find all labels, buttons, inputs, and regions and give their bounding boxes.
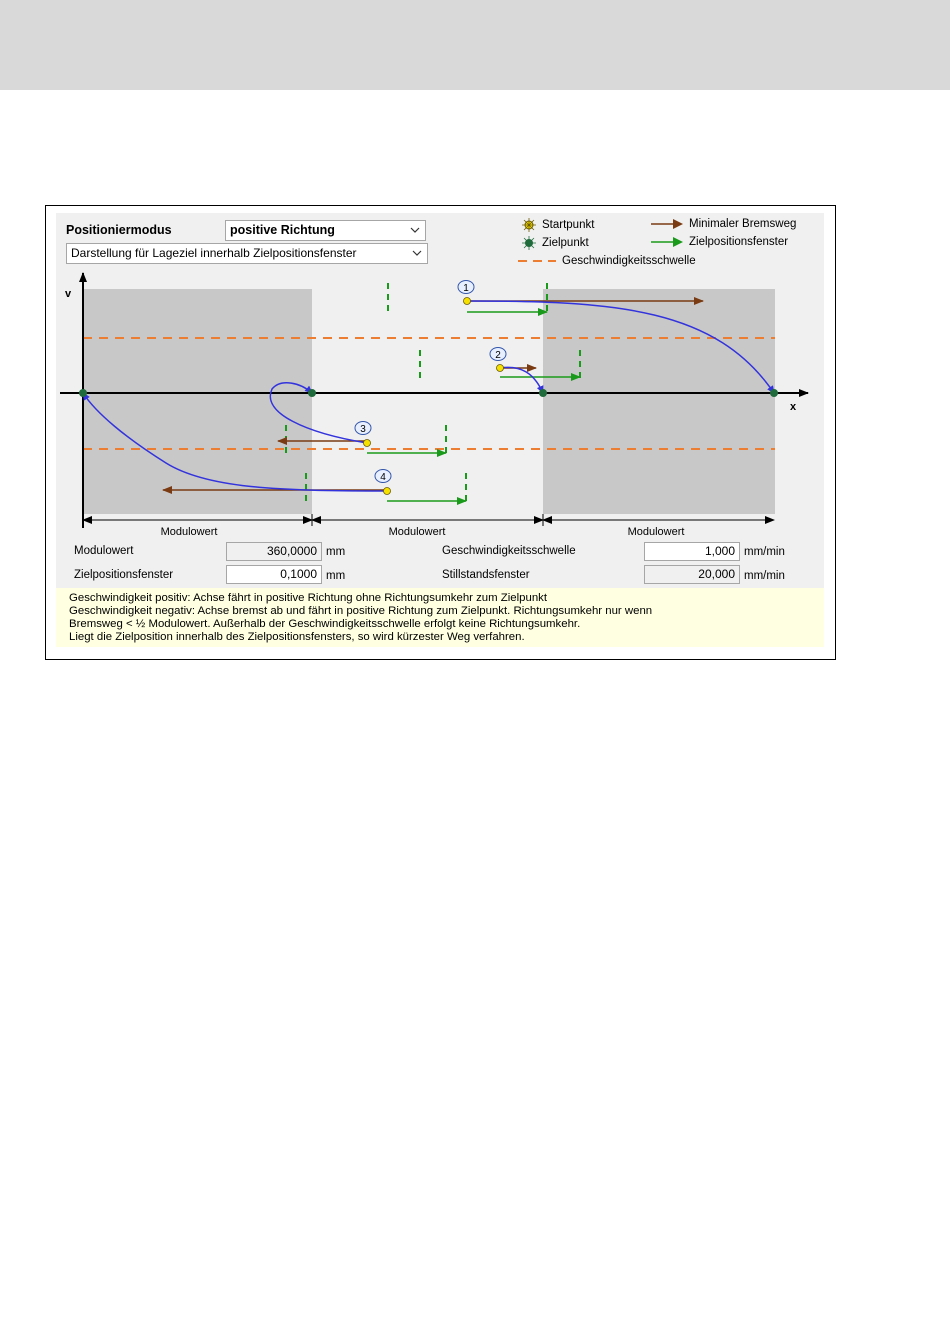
positioning-panel [56, 213, 824, 647]
modulo-label-1: Modulowert [160, 526, 218, 538]
modulo-dimensions [83, 514, 774, 526]
marker-1 [458, 281, 474, 295]
x-axis-label: x [790, 401, 797, 413]
chevron-down-icon [409, 222, 421, 238]
info-box [56, 588, 824, 647]
mode-dropdown[interactable] [225, 220, 426, 241]
start-points [364, 298, 504, 495]
mode-label: Positioniermodus [66, 223, 172, 237]
zielfenster-label: Zielpositionsfenster [74, 569, 174, 581]
speed-threshold-label: Geschwindigkeitsschwelle [442, 545, 576, 557]
stillstand-unit: mm/min [744, 570, 785, 582]
zielfenster-unit: mm [326, 570, 346, 582]
legend-target [522, 236, 589, 250]
mode-dropdown-value: positive Richtung [230, 223, 335, 237]
modulo-field[interactable]: 360,0000 [226, 542, 322, 561]
stillstand-field[interactable]: 20,000 [644, 565, 740, 584]
legend-brake-label: Minimaler Bremsweg [689, 218, 797, 230]
shaded-region-left [83, 289, 312, 514]
shaded-region-right [543, 289, 775, 514]
figure-frame [45, 205, 836, 660]
marker-3 [355, 422, 371, 436]
legend-start [522, 218, 594, 232]
modulo-label-3: Modulowert [627, 526, 685, 538]
target-point-icon [522, 236, 536, 250]
svg-text:2: 2 [495, 350, 501, 361]
svg-text:4: 4 [380, 472, 386, 483]
brake-arrow-icon [651, 218, 683, 230]
v-axis-label: v [65, 288, 72, 300]
legend-window-label: Zielpositionsfenster [689, 236, 789, 248]
info-line-4: Liegt die Zielposition innerhalb des Zielpositionsfensters, so wird kürzester Weg verfahren. [69, 631, 525, 643]
threshold-dash-icon [518, 257, 556, 265]
modulo-label-2: Modulowert [388, 526, 446, 538]
legend-start-label: Startpunkt [542, 219, 595, 231]
legend-brake [651, 218, 796, 230]
legend-threshold-label: Geschwindigkeitsschwelle [562, 255, 696, 267]
view-dropdown[interactable] [66, 243, 428, 264]
page-header-band [0, 0, 950, 90]
info-line-1: Geschwindigkeit positiv: Achse fährt in positive Richtung ohne Richtungsumkehr zum Zielpunkt [69, 592, 548, 604]
start-point-icon [522, 218, 536, 232]
modulo-unit: mm [326, 546, 346, 558]
marker-4 [375, 470, 391, 484]
svg-text:1: 1 [463, 283, 469, 294]
svg-text:3: 3 [360, 424, 366, 435]
legend-target-label: Zielpunkt [542, 237, 589, 249]
speed-threshold-unit: mm/min [744, 546, 785, 558]
legend-window [651, 236, 788, 248]
marker-2 [490, 348, 506, 362]
info-line-3: Bremsweg < ½ Modulowert. Außerhalb der Geschwindigkeitsschwelle erfolgt keine Richtungsumkehr. [69, 618, 581, 630]
stillstand-label: Stillstandsfenster [442, 569, 530, 581]
speed-threshold-field[interactable]: 1,000 [644, 542, 740, 561]
view-dropdown-value: Darstellung für Lageziel innerhalb Zielpositionsfenster [71, 246, 357, 260]
positioning-diagram [56, 213, 824, 588]
window-arrow-icon [651, 236, 683, 248]
chevron-down-icon [411, 245, 423, 261]
info-line-2: Geschwindigkeit negativ: Achse bremst ab und fährt in positive Richtung zum Zielpunkt. Richtungsumkehr nur wenn [69, 605, 653, 617]
legend-threshold [518, 255, 696, 267]
modulo-label: Modulowert [74, 545, 134, 557]
zielfenster-field[interactable]: 0,1000 [226, 565, 322, 584]
